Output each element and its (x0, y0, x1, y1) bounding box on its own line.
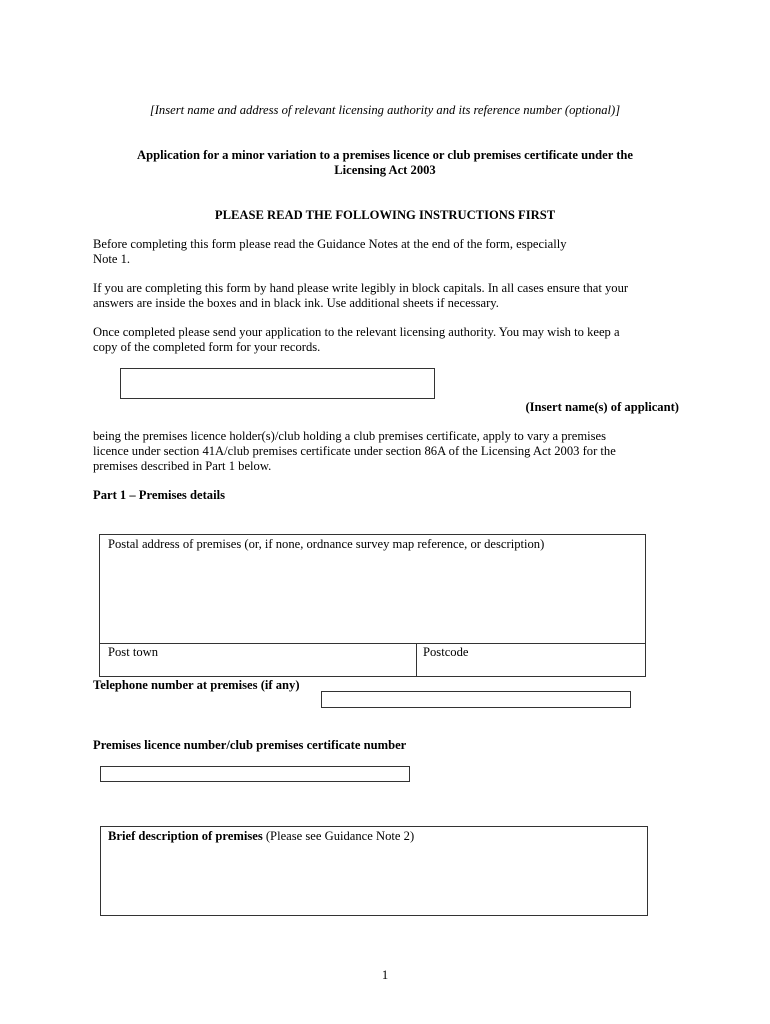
description-label-note: (Please see Guidance Note 2) (262, 829, 415, 843)
postcode-label: Postcode (423, 645, 469, 659)
licensing-authority-placeholder: [Insert name and address of relevant licensing authority and its reference number (optional)] (149, 103, 621, 117)
postal-address-field[interactable] (101, 553, 644, 641)
applicant-statement-line2: licence under section 41A/club premises certificate under section 86A of the Licensing Act 2003 for the (93, 444, 616, 458)
instructions-heading: PLEASE READ THE FOLLOWING INSTRUCTIONS FIRST (214, 208, 556, 222)
instructions-para2-line1: If you are completing this form by hand please write legibly in block capitals. In all cases ensure that your (93, 281, 629, 295)
description-label-bold: Brief description of premises (108, 829, 263, 843)
postcode-field[interactable] (480, 645, 640, 675)
licence-number-label: Premises licence number/club premises certificate number (93, 738, 407, 752)
licence-number-field[interactable] (100, 766, 410, 782)
form-title-line2: Licensing Act 2003 (334, 163, 436, 177)
post-town-label: Post town (108, 645, 159, 659)
postal-address-label: Postal address of premises (or, if none, ordnance survey map reference, or description) (108, 537, 545, 551)
instructions-para3-line2: copy of the completed form for your records. (93, 340, 321, 354)
page-number: 1 (381, 968, 389, 982)
telephone-label: Telephone number at premises (if any) (93, 678, 300, 692)
applicant-name-field[interactable] (120, 368, 435, 399)
instructions-para3-line1: Once completed please send your application to the relevant licensing authority. You may wish to keep a (93, 325, 620, 339)
applicant-statement-line3: premises described in Part 1 below. (93, 459, 272, 473)
applicant-statement-line1: being the premises licence holder(s)/club holding a club premises certificate, apply to vary a premises (93, 429, 607, 443)
instructions-para1-line1: Before completing this form please read the Guidance Notes at the end of the form, especially (93, 237, 567, 251)
form-title-line1: Application for a minor variation to a premises licence or club premises certificate under the (137, 148, 633, 162)
table-divider-horizontal (99, 643, 646, 644)
applicant-name-label: (Insert name(s) of applicant) (525, 400, 679, 414)
part1-heading: Part 1 – Premises details (93, 488, 225, 502)
table-divider-vertical (416, 643, 417, 677)
instructions-para1-line2: Note 1. (93, 252, 131, 266)
description-label (108, 829, 414, 844)
post-town-field[interactable] (170, 645, 410, 675)
telephone-field[interactable] (321, 691, 631, 708)
description-field[interactable] (102, 846, 646, 914)
instructions-para2-line2: answers are inside the boxes and in black ink. Use additional sheets if necessary. (93, 296, 499, 310)
